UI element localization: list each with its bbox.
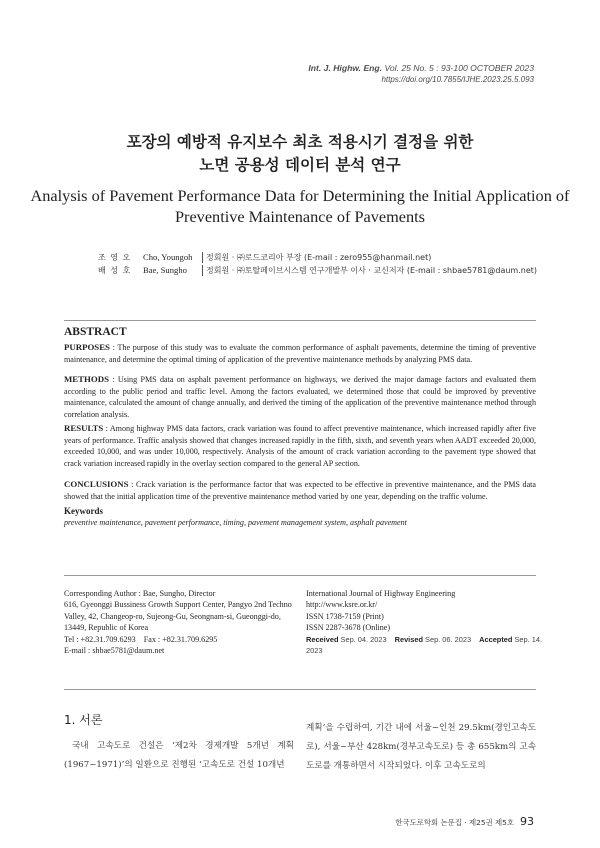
issn-print: ISSN 1738-7159 (Print) [306, 611, 384, 621]
correspondence-block [64, 588, 304, 656]
abstract-purposes [64, 342, 536, 365]
journal-url[interactable]: http://www.ksre.or.kr/ [306, 600, 378, 610]
footer-journal: 한국도로학회 논문집 · 제25권 제5호 [395, 818, 514, 827]
abstract-results [64, 423, 536, 469]
received-label: Received [306, 634, 339, 644]
author-affiliation: 정회원 · ㈜로드코리아 부장 (E-mail : zero955@hanmail.net) [206, 253, 432, 262]
received-date: Sep. 04. 2023 [340, 634, 387, 644]
author-english-name: Bae, Sungho [143, 265, 187, 275]
methods-text: : Using PMS data on asphalt pavement performance on highways, we derived the major damage factors and evaluated them according to the public period and traffic level. Among the factors evaluated, we determined those that could be improved by preventive maintenance, calculated the amount of change annually, and derived the timing of the application of the preventive maintenance method through correlation analysis. [64, 375, 536, 419]
purposes-label: PURPOSES [64, 342, 110, 352]
abstract-rule [64, 320, 536, 321]
doi-link[interactable]: https://doi.org/10.7855/IJHE.2023.25.5.093 [381, 75, 534, 84]
title-english [0, 185, 600, 227]
dates-line [306, 634, 546, 657]
conclusions-text: : Crack variation is the performance factor that was expected to be effective in preventive maintenance, and the PMS data showed that the initial application time of the preventive maintenance method varied by one year, depending on the traffic volume. [64, 480, 536, 501]
author-korean-name: 배 성 호 [98, 266, 132, 275]
author-korean-name: 조 영 오 [98, 253, 132, 262]
methods-label: METHODS [64, 374, 109, 384]
author-divider [202, 265, 203, 276]
author-row-1 [0, 251, 600, 265]
abstract-heading: ABSTRACT [64, 326, 127, 338]
author-divider [202, 252, 203, 263]
title-korean [0, 130, 600, 176]
journal-header [308, 62, 534, 86]
address-line: 616, Gyeonggi Bussiness Growth Support Center, Pangyo 2nd Techno [64, 600, 292, 610]
tel: Tel : +82.31.709.6293 [64, 634, 136, 644]
purposes-text: : The purpose of this study was to evaluate the common performance of asphalt pavements, determine the timing of preventive maintenance, and determine the optimal timing of application of the preventive maintenance methods by analyzing PMS data. [64, 343, 536, 364]
introduction-left-column: 국내 고속도로 건설은 ‘제2차 경제개발 5개년 계획(1967~1971)’의 일환으로 진행된 ‘고속도로 건설 10개년 [64, 741, 294, 770]
title-korean-line1: 포장의 예방적 유지보수 최초 적용시기 결정을 위한 [126, 132, 474, 151]
title-korean-line2: 노면 공용성 데이터 분석 연구 [199, 155, 401, 174]
info-box-top-rule [64, 575, 536, 576]
corresponding-author: Corresponding Author : Bae, Sungho, Director [64, 589, 216, 598]
email[interactable]: E-mail : shbae5781@daum.net [64, 646, 165, 656]
results-label: RESULTS [64, 423, 104, 433]
volume-issue: Vol. 25 No. 5 : 93-100 OCTOBER 2023 [384, 63, 534, 73]
conclusions-label: CONCLUSIONS [64, 479, 129, 489]
section-heading-introduction: 1. 서론 [64, 713, 103, 727]
fax: Fax : +82.31.709.6295 [143, 634, 218, 644]
revised-label: Revised [394, 634, 423, 644]
results-text: : Among highway PMS data factors, crack variation was found to affect preventive maintenance, which increased rapidly after five years of performance. Traffic analysis showed that changes increased rapidly in the fifth, sixth, and seventh years when AADT exceeded 20,000, exceeded 10,000, and was under 10,000, respectively. Analysis of the amount of crack variation according to the pavement type showed that crack variation increased rapidly in the overlay section compared to the general AP section. [64, 424, 536, 468]
abstract-conclusions [64, 479, 536, 502]
accepted-label: Accepted [479, 634, 513, 644]
page-number: 93 [520, 815, 534, 828]
issn-online: ISSN 2287-3678 (Online) [306, 623, 391, 633]
title-english-line1: Analysis of Pavement Performance Data for Determining the Initial Application of [30, 186, 570, 205]
journal-abbrev: Int. J. Highw. Eng. [308, 63, 383, 73]
keywords-label: Keywords [64, 506, 103, 516]
journal-info-block [306, 588, 546, 656]
keywords-text: preventive maintenance, pavement performance, timing, pavement management system, asphalt pavement [64, 518, 407, 527]
revised-date: Sep. 06. 2023 [425, 634, 472, 644]
journal-name: International Journal of Highway Engineering [306, 589, 456, 598]
introduction-right-column: 계획’을 수립하여, 기간 내에 서울~인천 29.5km(경인고속도로), 서울~부산 428km(경부고속도로) 등 총 655km의 고속도로를 개통하면서 시작되었다. 이후 고속도로의 [306, 723, 536, 771]
author-english-name: Cho, Youngoh [143, 252, 193, 262]
address-line: 13449, Republic of Korea [64, 623, 149, 633]
phone-fax-line [64, 634, 304, 645]
page-footer [395, 815, 534, 828]
title-english-line2: Preventive Maintenance of Pavements [174, 207, 425, 226]
author-affiliation: 정회원 · ㈜토탈페이브시스템 연구개발부 이사 · 교신저자 (E-mail : shbae5781@daum.net) [206, 266, 538, 275]
abstract-methods [64, 374, 536, 420]
accepted-date: Sep. 14. 2023 [306, 634, 543, 656]
address-line: Valley, 42, Changeop-ro, Sujeong-Gu, Seongnam-si, Gueonggi-do, [64, 611, 281, 621]
info-box-bottom-rule [64, 689, 536, 690]
author-row-2 [0, 264, 600, 278]
